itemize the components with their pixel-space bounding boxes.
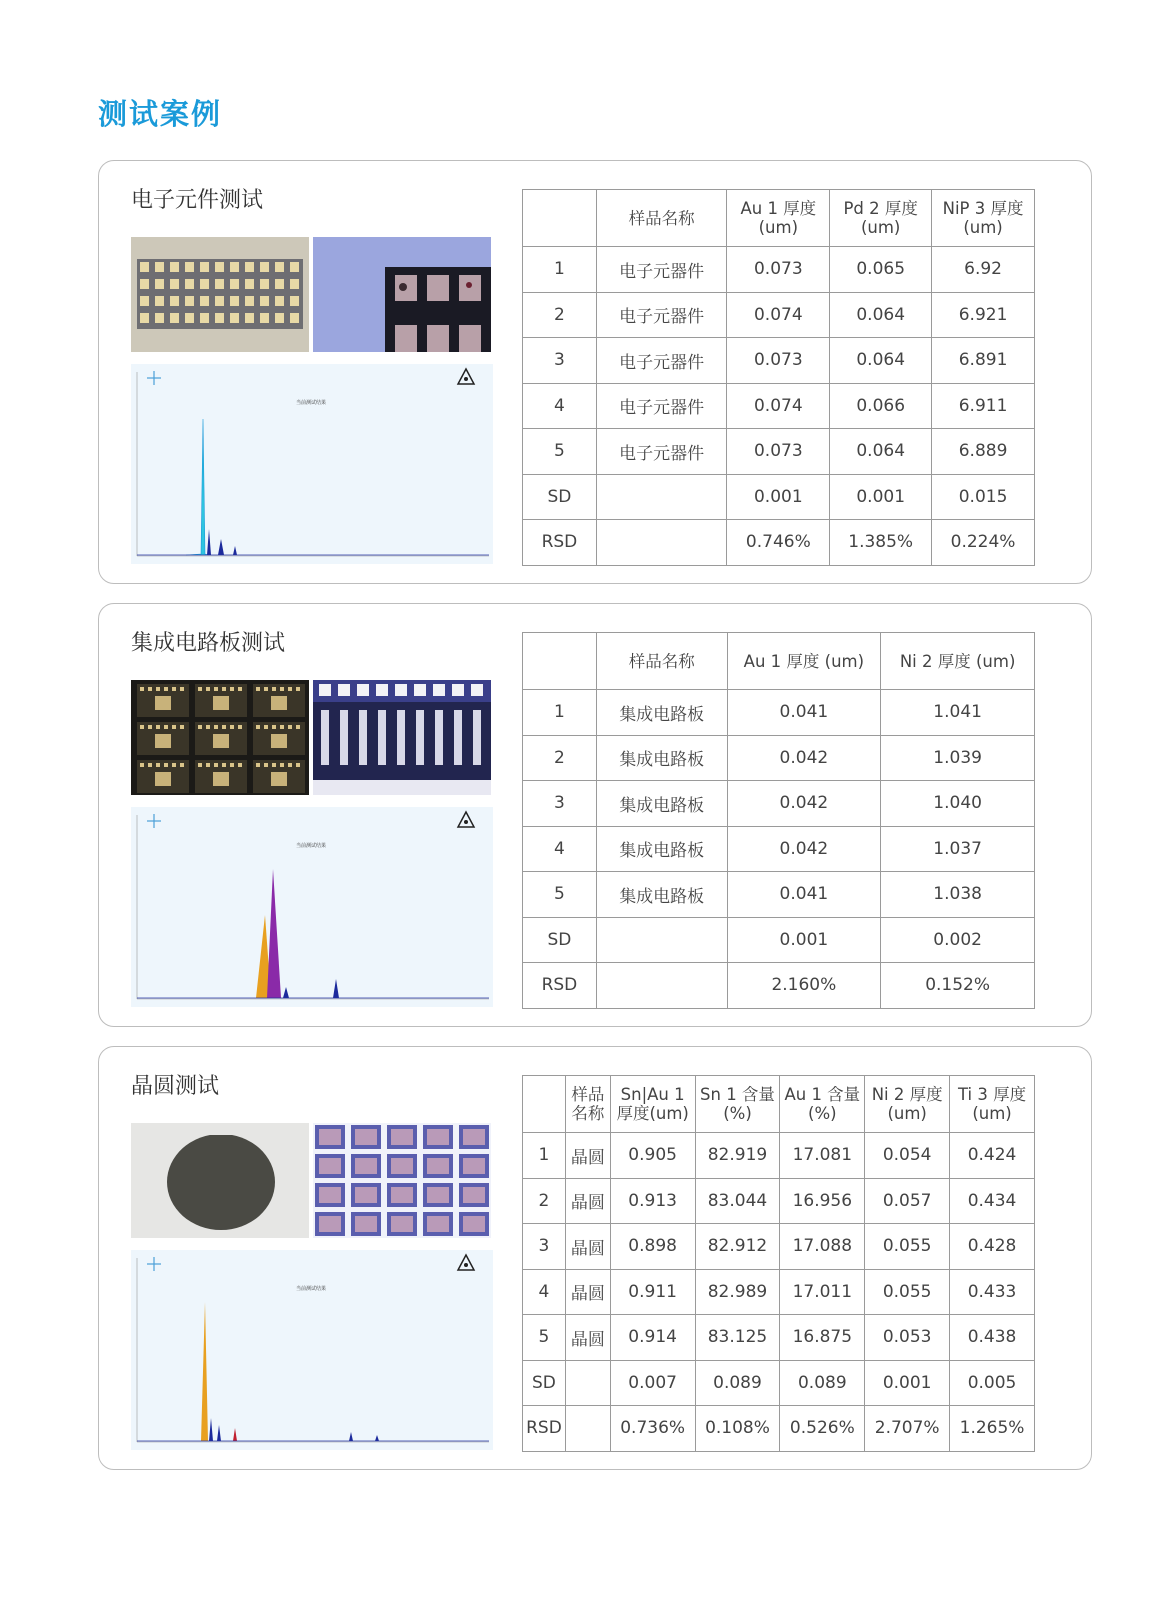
table-cell: 0.065 bbox=[830, 247, 932, 293]
table-cell: 4 bbox=[523, 1269, 566, 1315]
table-row bbox=[523, 1178, 1035, 1224]
table-cell: 1.039 bbox=[881, 735, 1035, 781]
table-cell: 16.875 bbox=[780, 1315, 865, 1361]
table-row bbox=[523, 735, 1035, 781]
table-row bbox=[523, 1224, 1035, 1270]
table-row bbox=[523, 338, 1035, 384]
table-cell: 4 bbox=[523, 383, 597, 429]
table-cell: 0.064 bbox=[830, 292, 932, 338]
header-cell: NiP 3 厚度 (um) bbox=[932, 190, 1035, 247]
table-cell: 电子元器件 bbox=[596, 338, 727, 384]
table-cell: 0.055 bbox=[865, 1269, 950, 1315]
table-row bbox=[523, 1406, 1035, 1452]
table-cell bbox=[565, 1360, 610, 1406]
table-cell: 5 bbox=[523, 1315, 566, 1361]
header-cell: 样品名称 bbox=[596, 633, 727, 690]
panel-title: 集成电路板测试 bbox=[131, 631, 286, 656]
table-cell: 0.005 bbox=[950, 1360, 1035, 1406]
table-cell: 0.898 bbox=[610, 1224, 695, 1270]
table-cell: 1.040 bbox=[881, 781, 1035, 827]
table-row bbox=[523, 917, 1035, 963]
table-cell: 0.073 bbox=[727, 429, 830, 475]
photo-components-macro bbox=[131, 237, 309, 352]
table-cell: 晶圆 bbox=[565, 1315, 610, 1361]
header-cell bbox=[523, 190, 597, 247]
header-cell: Ni 2 厚度 (um) bbox=[881, 633, 1035, 690]
table-cell: 0.042 bbox=[727, 826, 881, 872]
table-cell: 0.002 bbox=[881, 917, 1035, 963]
table-cell: 5 bbox=[523, 429, 597, 475]
table-cell: 2.707% bbox=[865, 1406, 950, 1452]
table-cell: 0.073 bbox=[727, 247, 830, 293]
table-cell bbox=[596, 474, 727, 520]
table-cell: 0.905 bbox=[610, 1133, 695, 1179]
table-cell: 83.044 bbox=[695, 1178, 780, 1224]
header-cell: Sn|Au 1 厚度(um) bbox=[610, 1076, 695, 1133]
table-row bbox=[523, 247, 1035, 293]
header-cell: Pd 2 厚度 (um) bbox=[830, 190, 932, 247]
panel-circuit-board bbox=[98, 603, 1092, 1027]
table-cell: 0.042 bbox=[727, 781, 881, 827]
table-cell: 集成电路板 bbox=[596, 690, 727, 736]
move-icon bbox=[147, 1257, 161, 1271]
table-cell bbox=[596, 917, 727, 963]
results-table bbox=[522, 189, 1035, 566]
table-cell: 0.089 bbox=[780, 1360, 865, 1406]
table-header-row bbox=[523, 1076, 1035, 1133]
table-cell bbox=[596, 963, 727, 1009]
table-cell: 1 bbox=[523, 690, 597, 736]
table-cell: 0.066 bbox=[830, 383, 932, 429]
table-cell: 0.064 bbox=[830, 429, 932, 475]
table-row bbox=[523, 1360, 1035, 1406]
table-row bbox=[523, 292, 1035, 338]
table-cell: SD bbox=[523, 1360, 566, 1406]
photo-wafer-micro bbox=[313, 1123, 491, 1238]
table-cell: 0.073 bbox=[727, 338, 830, 384]
table-cell: 0.526% bbox=[780, 1406, 865, 1452]
table-cell: 1.265% bbox=[950, 1406, 1035, 1452]
header-cell bbox=[523, 1076, 566, 1133]
table-row bbox=[523, 1269, 1035, 1315]
table-cell: 1 bbox=[523, 1133, 566, 1179]
table-cell: SD bbox=[523, 917, 597, 963]
header-cell bbox=[523, 633, 597, 690]
table-cell: 电子元器件 bbox=[596, 383, 727, 429]
table-header-row bbox=[523, 190, 1035, 247]
table-cell: 3 bbox=[523, 1224, 566, 1270]
table-row bbox=[523, 1315, 1035, 1361]
table-cell: 0.015 bbox=[932, 474, 1035, 520]
table-cell: 0.736% bbox=[610, 1406, 695, 1452]
table-cell: 0.057 bbox=[865, 1178, 950, 1224]
warning-icon bbox=[458, 1255, 474, 1270]
panel-wafer bbox=[98, 1046, 1092, 1470]
header-cell: 样品名称 bbox=[596, 190, 727, 247]
table-cell: 0.424 bbox=[950, 1133, 1035, 1179]
table-cell: SD bbox=[523, 474, 597, 520]
table-cell: 6.889 bbox=[932, 429, 1035, 475]
table-cell: 82.989 bbox=[695, 1269, 780, 1315]
table-row bbox=[523, 474, 1035, 520]
table-cell: 集成电路板 bbox=[596, 781, 727, 827]
table-cell: 2.160% bbox=[727, 963, 881, 1009]
header-cell: Au 1 厚度 (um) bbox=[727, 633, 881, 690]
table-cell: 0.074 bbox=[727, 383, 830, 429]
photo-wafer-macro bbox=[131, 1123, 309, 1238]
table-cell: 集成电路板 bbox=[596, 735, 727, 781]
table-row bbox=[523, 520, 1035, 566]
table-cell bbox=[596, 520, 727, 566]
spectrum-caption: 当前测试结果 bbox=[296, 843, 327, 849]
table-cell: 6.911 bbox=[932, 383, 1035, 429]
table-cell: 集成电路板 bbox=[596, 826, 727, 872]
table-cell: 0.041 bbox=[727, 690, 881, 736]
table-cell: 电子元器件 bbox=[596, 292, 727, 338]
table-cell: RSD bbox=[523, 1406, 566, 1452]
table-header-row bbox=[523, 633, 1035, 690]
results-table bbox=[522, 632, 1035, 1009]
move-icon bbox=[147, 814, 161, 828]
table-cell: 0.001 bbox=[727, 917, 881, 963]
header-cell: Au 1 厚度 (um) bbox=[727, 190, 830, 247]
table-cell: 0.438 bbox=[950, 1315, 1035, 1361]
header-cell: Sn 1 含量 (%) bbox=[695, 1076, 780, 1133]
table-cell: 晶圆 bbox=[565, 1269, 610, 1315]
table-cell: 0.089 bbox=[695, 1360, 780, 1406]
table-row bbox=[523, 383, 1035, 429]
table-cell: 0.054 bbox=[865, 1133, 950, 1179]
photo-components-micro bbox=[313, 237, 491, 352]
table-cell: 晶圆 bbox=[565, 1178, 610, 1224]
table-cell: 17.011 bbox=[780, 1269, 865, 1315]
table-cell: 2 bbox=[523, 1178, 566, 1224]
table-cell: 3 bbox=[523, 338, 597, 384]
table-row bbox=[523, 872, 1035, 918]
move-icon bbox=[147, 371, 161, 385]
warning-icon bbox=[458, 369, 474, 384]
table-cell: 0.914 bbox=[610, 1315, 695, 1361]
spectrum-chart bbox=[131, 1250, 493, 1450]
table-cell: 1.037 bbox=[881, 826, 1035, 872]
table-cell: 0.746% bbox=[727, 520, 830, 566]
table-cell: 0.001 bbox=[727, 474, 830, 520]
table-row bbox=[523, 1133, 1035, 1179]
table-cell: 集成电路板 bbox=[596, 872, 727, 918]
table-cell: 0.053 bbox=[865, 1315, 950, 1361]
table-cell: 0.433 bbox=[950, 1269, 1035, 1315]
table-cell: RSD bbox=[523, 520, 597, 566]
table-cell: 0.913 bbox=[610, 1178, 695, 1224]
table-cell: RSD bbox=[523, 963, 597, 1009]
table-cell: 16.956 bbox=[780, 1178, 865, 1224]
table-row bbox=[523, 826, 1035, 872]
spectrum-chart bbox=[131, 364, 493, 564]
table-cell: 2 bbox=[523, 292, 597, 338]
table-cell: 0.152% bbox=[881, 963, 1035, 1009]
panel-title: 晶圆测试 bbox=[131, 1074, 220, 1099]
photo-pcb-macro bbox=[131, 680, 309, 795]
table-cell: 2 bbox=[523, 735, 597, 781]
table-row bbox=[523, 690, 1035, 736]
table-cell: 0.428 bbox=[950, 1224, 1035, 1270]
table-cell: 0.041 bbox=[727, 872, 881, 918]
table-cell: 晶圆 bbox=[565, 1133, 610, 1179]
table-row bbox=[523, 963, 1035, 1009]
table-cell: 晶圆 bbox=[565, 1224, 610, 1270]
table-cell: 0.074 bbox=[727, 292, 830, 338]
table-cell: 0.042 bbox=[727, 735, 881, 781]
table-cell: 0.001 bbox=[830, 474, 932, 520]
panel-title: 电子元件测试 bbox=[131, 188, 264, 213]
header-cell: Au 1 含量 (%) bbox=[780, 1076, 865, 1133]
table-cell: 82.912 bbox=[695, 1224, 780, 1270]
table-cell: 6.921 bbox=[932, 292, 1035, 338]
table-cell: 5 bbox=[523, 872, 597, 918]
table-cell: 0.007 bbox=[610, 1360, 695, 1406]
table-cell: 0.911 bbox=[610, 1269, 695, 1315]
table-cell: 电子元器件 bbox=[596, 429, 727, 475]
table-cell: 3 bbox=[523, 781, 597, 827]
table-cell: 6.92 bbox=[932, 247, 1035, 293]
table-cell: 83.125 bbox=[695, 1315, 780, 1361]
table-cell: 1.041 bbox=[881, 690, 1035, 736]
photo-pcb-micro bbox=[313, 680, 491, 795]
results-table bbox=[522, 1075, 1035, 1452]
table-row bbox=[523, 781, 1035, 827]
table-cell: 0.108% bbox=[695, 1406, 780, 1452]
page-title: 测试案例 bbox=[98, 97, 223, 131]
table-cell: 4 bbox=[523, 826, 597, 872]
table-cell: 0.224% bbox=[932, 520, 1035, 566]
table-cell bbox=[565, 1406, 610, 1452]
table-cell: 0.001 bbox=[865, 1360, 950, 1406]
spectrum-caption: 当前测试结果 bbox=[296, 400, 327, 406]
panel-electronic-components bbox=[98, 160, 1092, 584]
spectrum-caption: 当前测试结果 bbox=[296, 1286, 327, 1292]
table-cell: 0.055 bbox=[865, 1224, 950, 1270]
header-cell: 样品 名称 bbox=[565, 1076, 610, 1133]
table-cell: 0.434 bbox=[950, 1178, 1035, 1224]
header-cell: Ni 2 厚度 (um) bbox=[865, 1076, 950, 1133]
header-cell: Ti 3 厚度 (um) bbox=[950, 1076, 1035, 1133]
table-row bbox=[523, 429, 1035, 475]
table-cell: 6.891 bbox=[932, 338, 1035, 384]
table-cell: 1.038 bbox=[881, 872, 1035, 918]
table-cell: 17.081 bbox=[780, 1133, 865, 1179]
table-cell: 1 bbox=[523, 247, 597, 293]
spectrum-chart bbox=[131, 807, 493, 1007]
table-cell: 1.385% bbox=[830, 520, 932, 566]
table-cell: 17.088 bbox=[780, 1224, 865, 1270]
warning-icon bbox=[458, 812, 474, 827]
table-cell: 电子元器件 bbox=[596, 247, 727, 293]
table-cell: 82.919 bbox=[695, 1133, 780, 1179]
table-cell: 0.064 bbox=[830, 338, 932, 384]
